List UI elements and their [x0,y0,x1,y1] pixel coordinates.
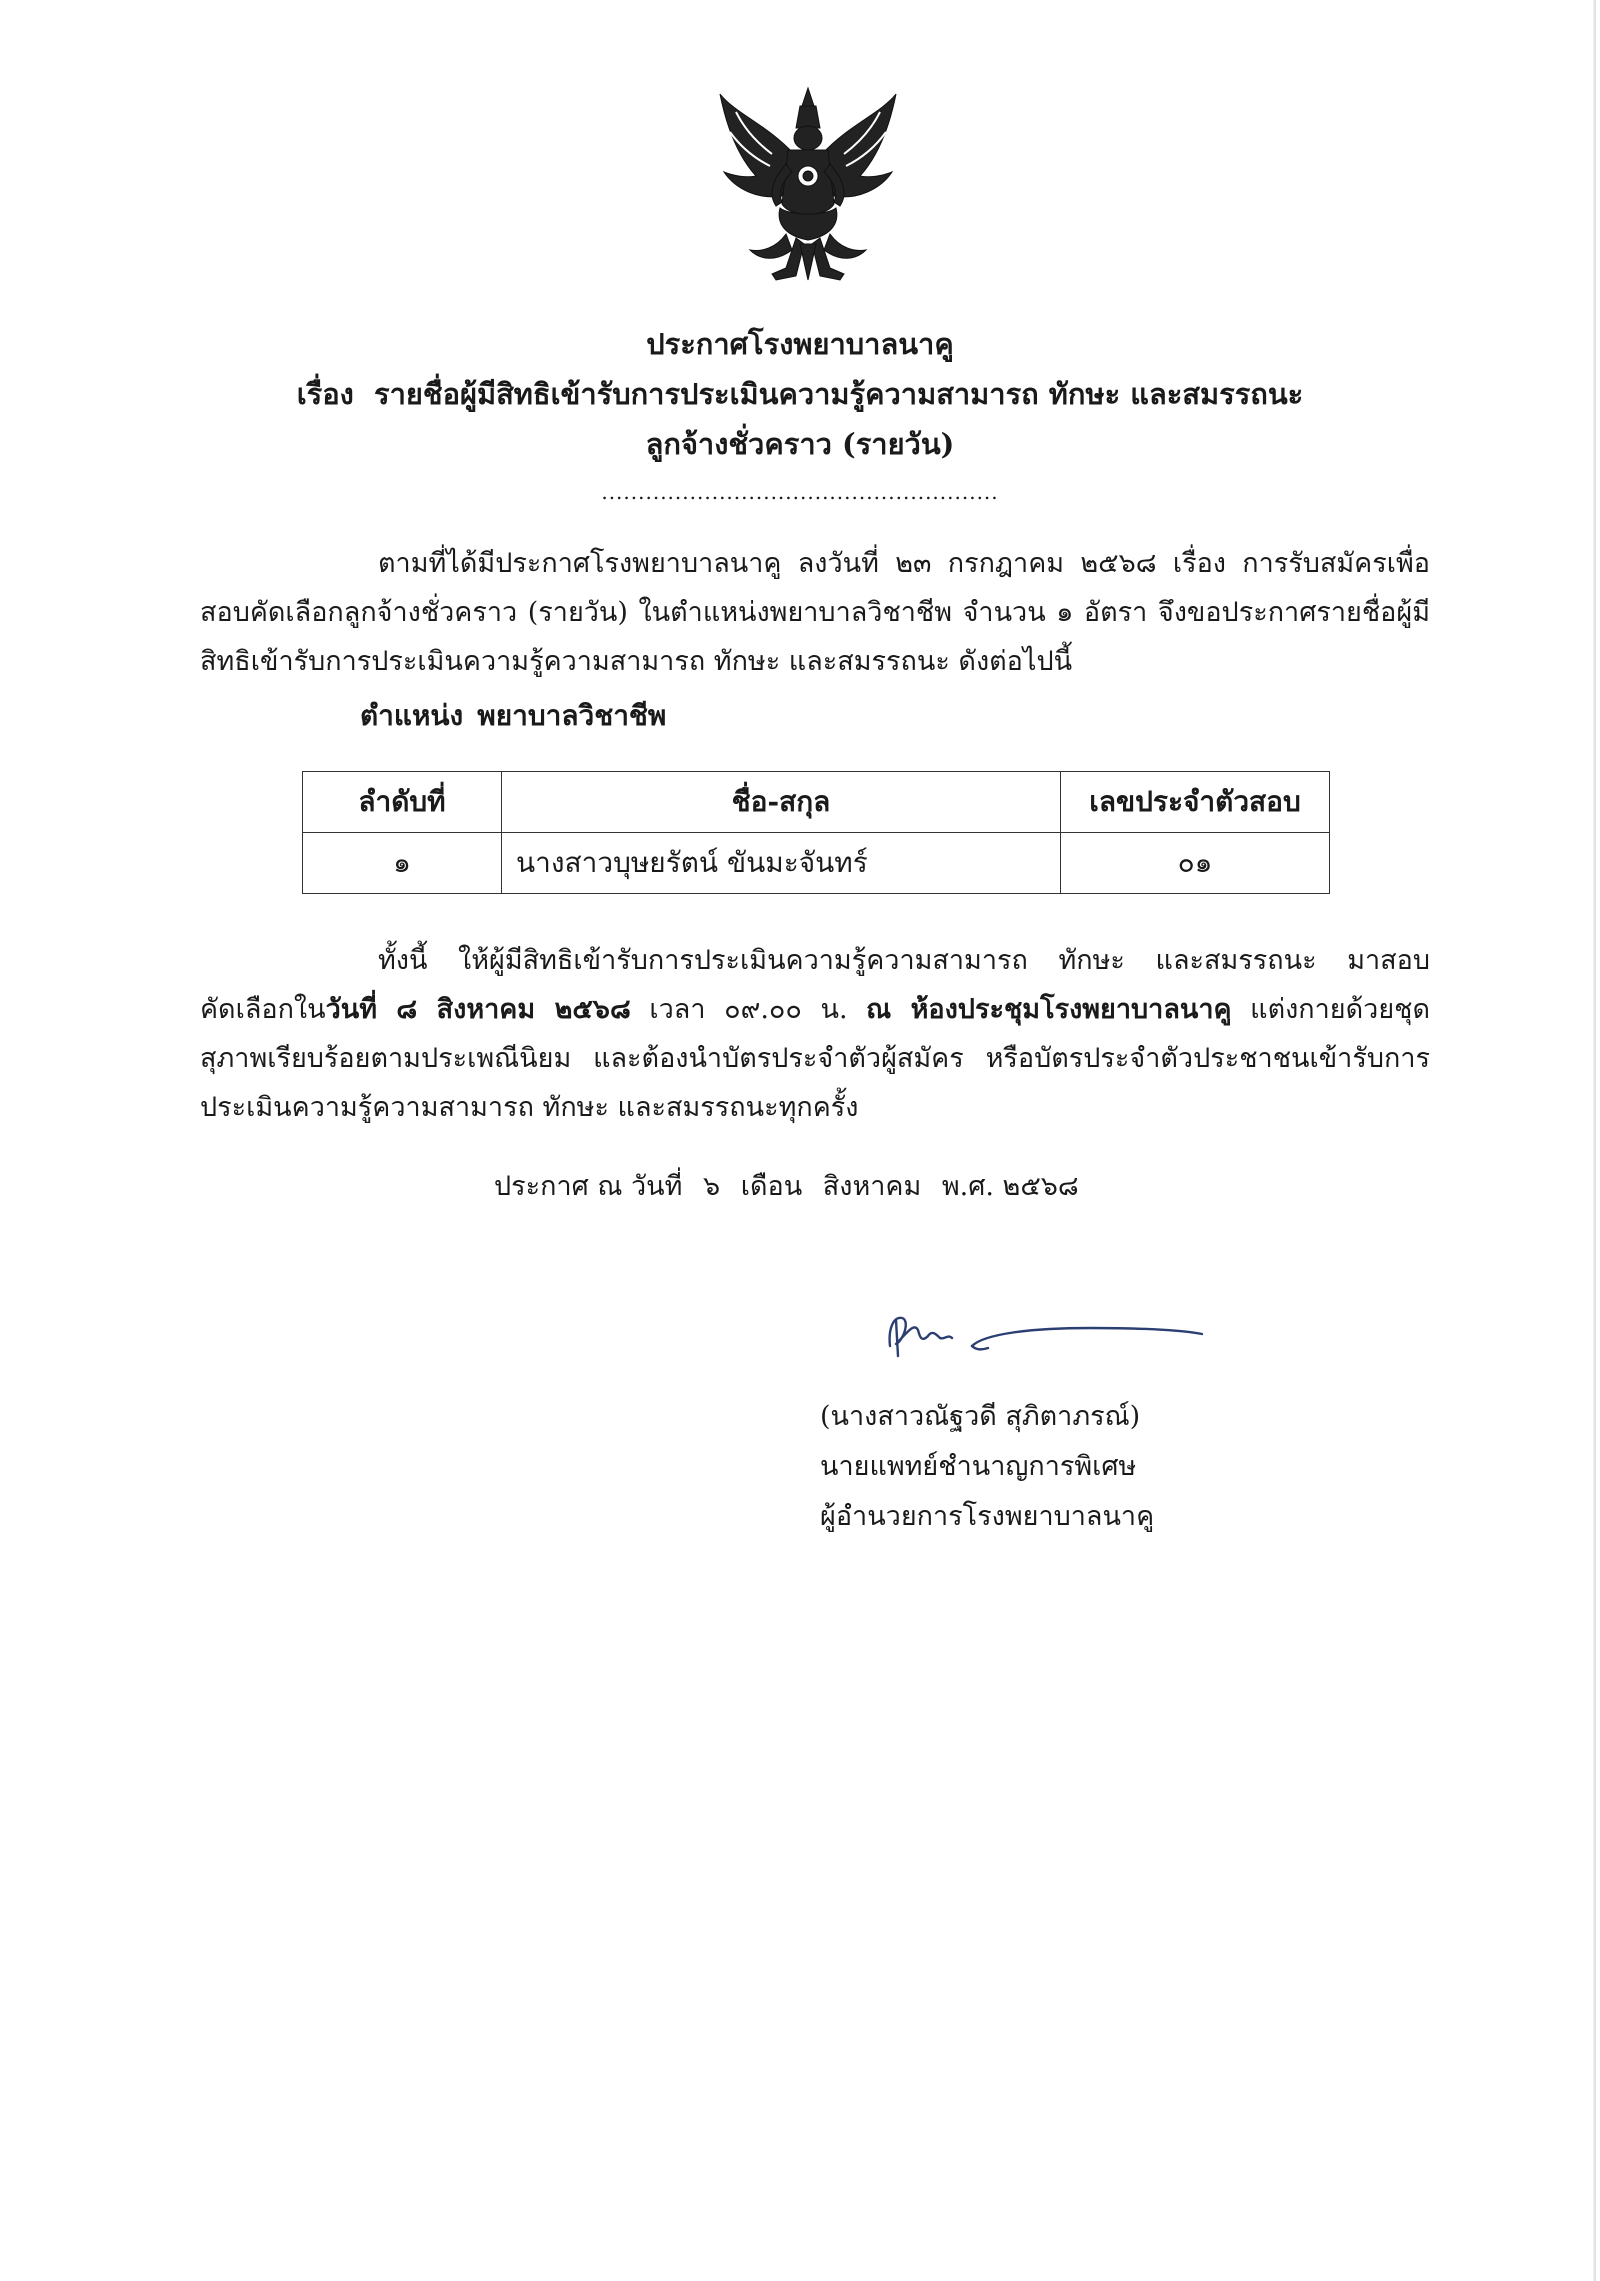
position-line [360,694,666,738]
signer-position-2: ผู้อำนวยการโรงพยาบาลนาคู [820,1501,1155,1532]
announce-month: สิงหาคม [822,1171,922,1202]
details-line-2-prefix: คัดเลือกใน [200,994,326,1025]
signer-position-1: นายแพทย์ชำนาญการพิเศษ [820,1451,1137,1482]
table-row [303,833,1330,894]
table-header-row [303,772,1330,833]
intro-paragraph [200,539,1430,686]
exam-date: วันที่ ๘ สิงหาคม ๒๕๖๘ [325,994,631,1025]
cell-no: ๑ [303,833,502,894]
page-edge [1593,0,1596,2281]
announce-year: พ.ศ. ๒๕๖๘ [941,1171,1079,1202]
intro-line-2: สอบคัดเลือกลูกจ้างชั่วคราว (รายวัน) ในตำแหน่งพยาบาลวิชาชีพ จำนวน ๑ อัตรา จึงขอประกาศรายชื่อผู้มี [200,597,1430,628]
header-no: ลำดับที่ [303,772,502,833]
intro-line-3: สิทธิเข้ารับการประเมินความรู้ความสามารถ ทักษะ และสมรรถนะ ดังต่อไปนี้ [200,646,1073,677]
details-line-2-suffix: แต่งกายด้วยชุด [1231,994,1431,1025]
details-line-3: สุภาพเรียบร้อยตามประเพณีนิยม และต้องนำบัตรประจำตัวผู้สมัคร หรือบัตรประจำตัวประชาชนเข้ารับการ [200,1043,1430,1074]
cell-name: นางสาวบุษยรัตน์ ขันมะจันทร์ [502,833,1061,894]
subject-label: เรื่อง [296,377,354,411]
position-value: พยาบาลวิชาชีพ [477,699,667,732]
cell-exam-id: ๐๑ [1061,833,1330,894]
details-line-1: ทั้งนี้ ให้ผู้มีสิทธิเข้ารับการประเมินความรู้ความสามารถ ทักษะ และสมรรถนะ มาสอบ [378,945,1430,976]
signer-name: (นางสาวณัฐวดี สุภิตาภรณ์) [820,1401,1141,1432]
subject-line [200,372,1400,416]
details-line-4: ประเมินความรู้ความสามารถ ทักษะ และสมรรถนะทุกครั้ง [200,1092,859,1123]
announce-month-label: เดือน [740,1171,803,1202]
exam-venue: ณ ห้องประชุมโรงพยาบาลนาคู [866,994,1232,1025]
candidate-table [302,771,1330,894]
separator-dots: ...................................................... [601,480,999,504]
header-exam-id: เลขประจำตัวสอบ [1061,772,1330,833]
announce-prefix: ประกาศ ณ วันที่ [494,1171,683,1202]
position-label: ตำแหน่ง [360,699,464,732]
announce-day: ๖ [703,1171,721,1202]
intro-line-1: ตามที่ได้มีประกาศโรงพยาบาลนาคู ลงวันที่ ๒๓ กรกฎาคม ๒๕๖๘ เรื่อง การรับสมัครเพื่อ [378,548,1430,579]
announce-date [494,1164,1079,1207]
subject-line-2: ลูกจ้างชั่วคราว (รายวัน) [645,427,955,461]
details-paragraph [200,936,1430,1132]
garuda-emblem-icon [716,84,900,282]
header-name: ชื่อ-สกุล [502,772,1061,833]
exam-time: เวลา ๐๙.๐๐ น. [630,994,867,1025]
document-title: ประกาศโรงพยาบาลนาคู [646,327,954,361]
handwritten-signature [880,1300,1210,1370]
details-line-2 [200,985,1430,1034]
subject-text: รายชื่อผู้มีสิทธิเข้ารับการประเมินความรู้ความสามารถ ทักษะ และสมรรถนะ [374,377,1304,411]
